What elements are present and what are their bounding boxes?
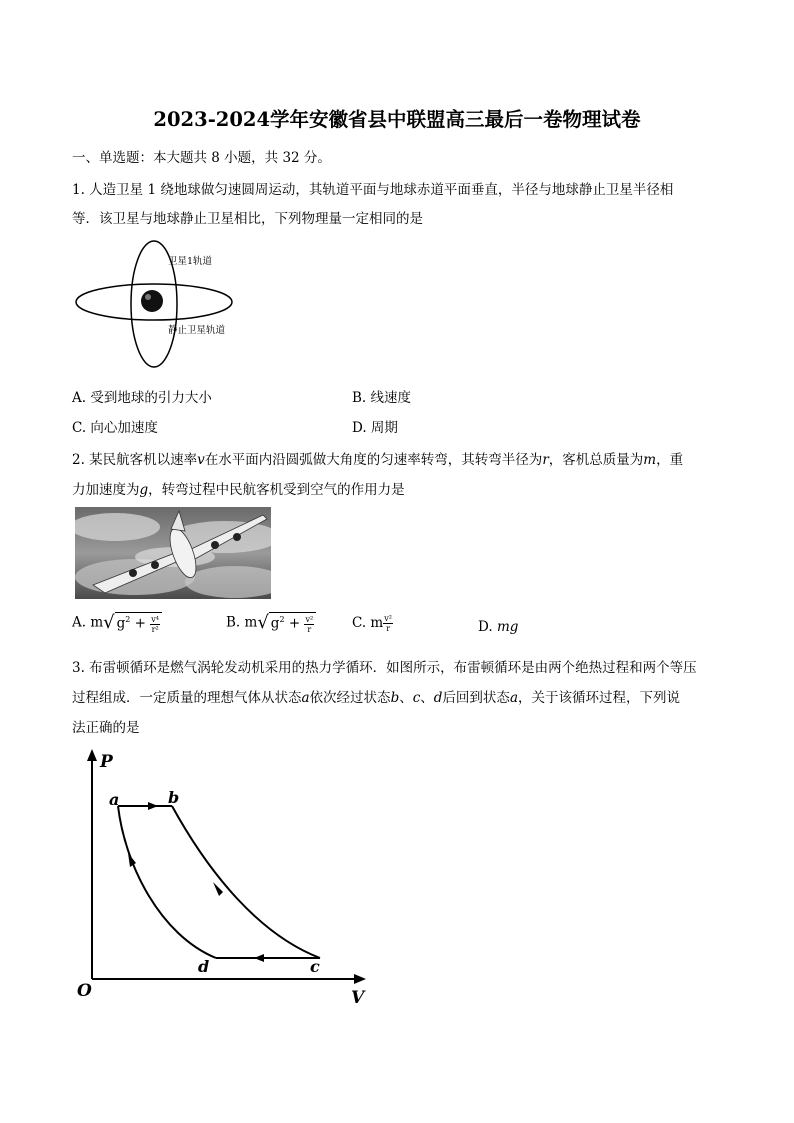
q2-option-d[interactable]: D. mg — [478, 619, 519, 635]
path-d-a — [118, 806, 216, 958]
arrow-b-c-icon — [213, 882, 223, 896]
arrow-d-a-icon — [128, 853, 136, 867]
q2-option-c[interactable]: C. m $\frac{\text{v²}}{r}$ — [352, 614, 392, 633]
q1-option-b[interactable]: B. 线速度 — [352, 390, 412, 406]
arrow-c-d-icon — [254, 954, 264, 962]
path-b-c — [172, 806, 320, 958]
q2-option-a[interactable]: A. m√ $g^2$ + $\frac{\text{v⁴}}{\text{r²}}$ — [72, 612, 162, 634]
label-geo-orbit: 静止卫星轨道 — [168, 325, 226, 336]
q3-stem-line2: 过程组成．一定质量的理想气体从状态a依次经过状态b、c、d后回到状态a，关于该循环过程，下列说 — [72, 690, 680, 706]
point-label-b: b — [168, 788, 180, 807]
point-label-c: c — [310, 957, 320, 976]
q1-option-d[interactable]: D. 周期 — [352, 420, 398, 436]
q2-stem-line2: 力加速度为g，转弯过程中民航客机受到空气的作用力是 — [72, 482, 405, 498]
v-axis-arrow-icon — [354, 974, 366, 984]
point-label-d: d — [198, 957, 210, 976]
page-title: 2023-2024学年安徽省县中联盟高三最后一卷物理试卷 — [153, 108, 641, 131]
q1-option-a[interactable]: A. 受到地球的引力大小 — [72, 390, 212, 406]
q2-stem-line1: 2. 某民航客机以速率v在水平面内沿圆弧做大角度的匀速率转弯，其转弯半径为r，客机总质量为m，重 — [72, 452, 684, 468]
section-heading: 一、单选题：本大题共 8 小题，共 32 分。 — [72, 150, 331, 166]
q3-stem-line3: 法正确的是 — [72, 720, 140, 736]
q1-option-c[interactable]: C. 向心加速度 — [72, 420, 158, 436]
axis-label-p: P — [100, 752, 113, 772]
axis-label-v: V — [351, 988, 365, 1008]
q1-stem-line2: 等．该卫星与地球静止卫星相比，下列物理量一定相同的是 — [72, 211, 423, 227]
q1-stem-line1: 1. 人造卫星 1 绕地球做匀速圆周运动，其轨道平面与地球赤道平面垂直，半径与地球静止卫星半径相 — [72, 182, 674, 198]
earth-icon — [141, 290, 163, 312]
q2-option-b[interactable]: B. m√ $g^2$ + $\frac{\text{v²}}{r}$ — [226, 612, 316, 634]
q3-stem-line1: 3. 布雷顿循环是燃气涡轮发动机采用的热力学循环．如图所示，布雷顿循环是由两个绝热过程和两个等压 — [72, 660, 697, 676]
point-label-a: a — [109, 790, 120, 809]
airplane-photo — [75, 507, 271, 599]
p-axis-arrow-icon — [87, 749, 97, 761]
label-sat1-orbit: 卫星1轨道 — [168, 256, 213, 267]
pv-diagram — [70, 745, 380, 1010]
orbit-figure — [72, 240, 252, 372]
arrow-a-b-icon — [148, 802, 158, 810]
origin-label: O — [77, 981, 92, 1001]
